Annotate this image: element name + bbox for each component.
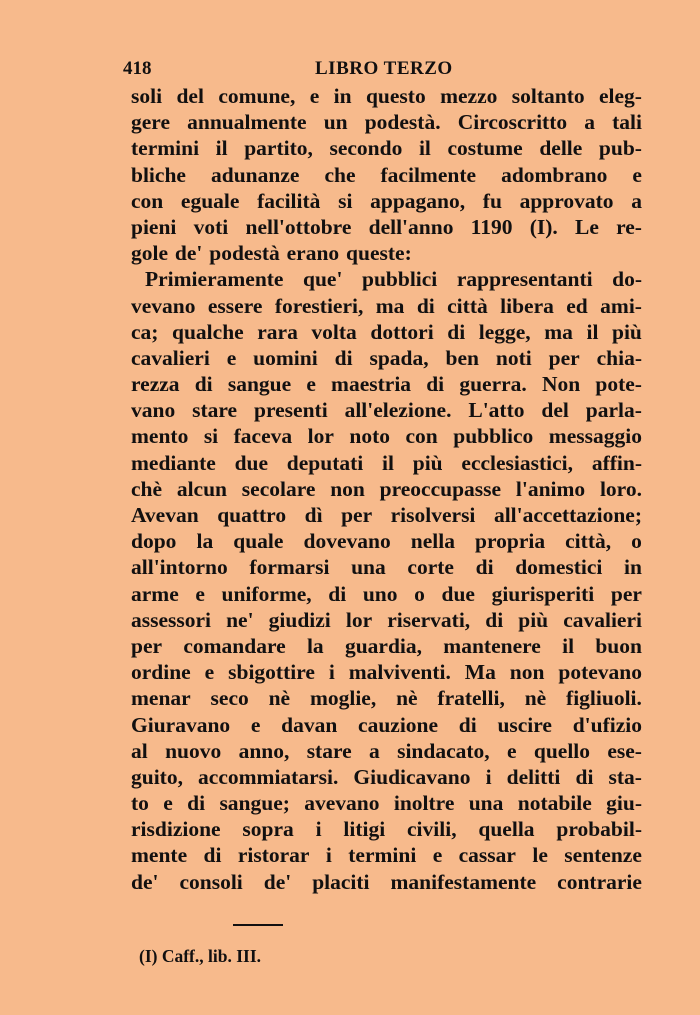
text-line: assessori ne' giudizi lor riservati, di più cavalieri	[131, 607, 642, 632]
text-line: gere annualmente un podestà. Circoscritto a tali	[131, 110, 642, 135]
text-line: mente di ristorar i termini e cassar le sentenze	[131, 843, 642, 868]
text-line: soli del comune, e in questo mezzo soltanto eleg-	[131, 84, 642, 108]
text-line: rezza di sangue e maestria di guerra. Non pote-	[131, 372, 642, 397]
text-line: Primieramente que' pubblici rappresentanti do-	[145, 267, 642, 292]
page-number: 418	[123, 58, 152, 79]
text-line: vevano essere forestieri, ma di città libera ed ami-	[131, 293, 642, 318]
text-line: ordine e sbigottire i malviventi. Ma non potevano	[131, 660, 642, 685]
text-line: mediante due deputati il più ecclesiastici, affin-	[131, 450, 642, 475]
text-line: dopo la quale dovevano nella propria città, o	[131, 529, 642, 554]
text-line: termini il partito, secondo il costume delle pub-	[131, 136, 642, 161]
text-line: mento si faceva lor noto con pubblico messaggio	[131, 424, 642, 449]
text-line: Giuravano e davan cauzione di uscire d'ufizio	[131, 712, 642, 737]
text-line: guito, accommiatarsi. Giudicavano i delitti di sta-	[131, 764, 642, 789]
page-header	[123, 56, 642, 82]
footnote: (I) Caff., lib. III.	[139, 946, 262, 966]
book-page	[123, 56, 642, 894]
text-line: con eguale facilità si appagano, fu approvato a	[131, 188, 642, 213]
text-line: de' consoli de' placiti manifestamente contrarie	[131, 869, 642, 894]
text-line: cavalieri e uomini di spada, ben noti per chia-	[131, 345, 642, 370]
running-title: LIBRO TERZO	[315, 58, 453, 79]
text-line: al nuovo anno, stare a sindacato, e quello ese-	[131, 738, 642, 763]
text-line: to e di sangue; avevano inoltre una notabile giu-	[131, 791, 642, 816]
text-line: pieni voti nell'ottobre dell'anno 1190 (I). Le re-	[131, 214, 642, 239]
text-line: menar seco nè moglie, nè fratelli, nè figliuoli.	[131, 686, 642, 711]
text-line: all'intorno formarsi una corte di domestici in	[131, 555, 642, 580]
footnote-separator	[233, 924, 283, 926]
body-text	[131, 83, 642, 895]
text-line: chè alcun secolare non preoccupasse l'animo loro.	[131, 476, 642, 501]
text-line: arme e uniforme, di uno o due giurisperiti per	[131, 581, 642, 606]
text-line: gole de' podestà erano queste:	[131, 241, 412, 266]
text-line: ca; qualche rara volta dottori di legge, ma il più	[131, 319, 642, 344]
text-line: per comandare la guardia, mantenere il buon	[131, 633, 642, 658]
text-line: vano stare presenti all'elezione. L'atto del parla-	[131, 398, 642, 423]
text-line: risdizione sopra i litigi civili, quella probabil-	[131, 817, 642, 842]
text-line: bliche adunanze che facilmente adombrano e	[131, 162, 642, 187]
text-line: Avevan quattro dì per risolversi all'accettazione;	[131, 503, 642, 527]
